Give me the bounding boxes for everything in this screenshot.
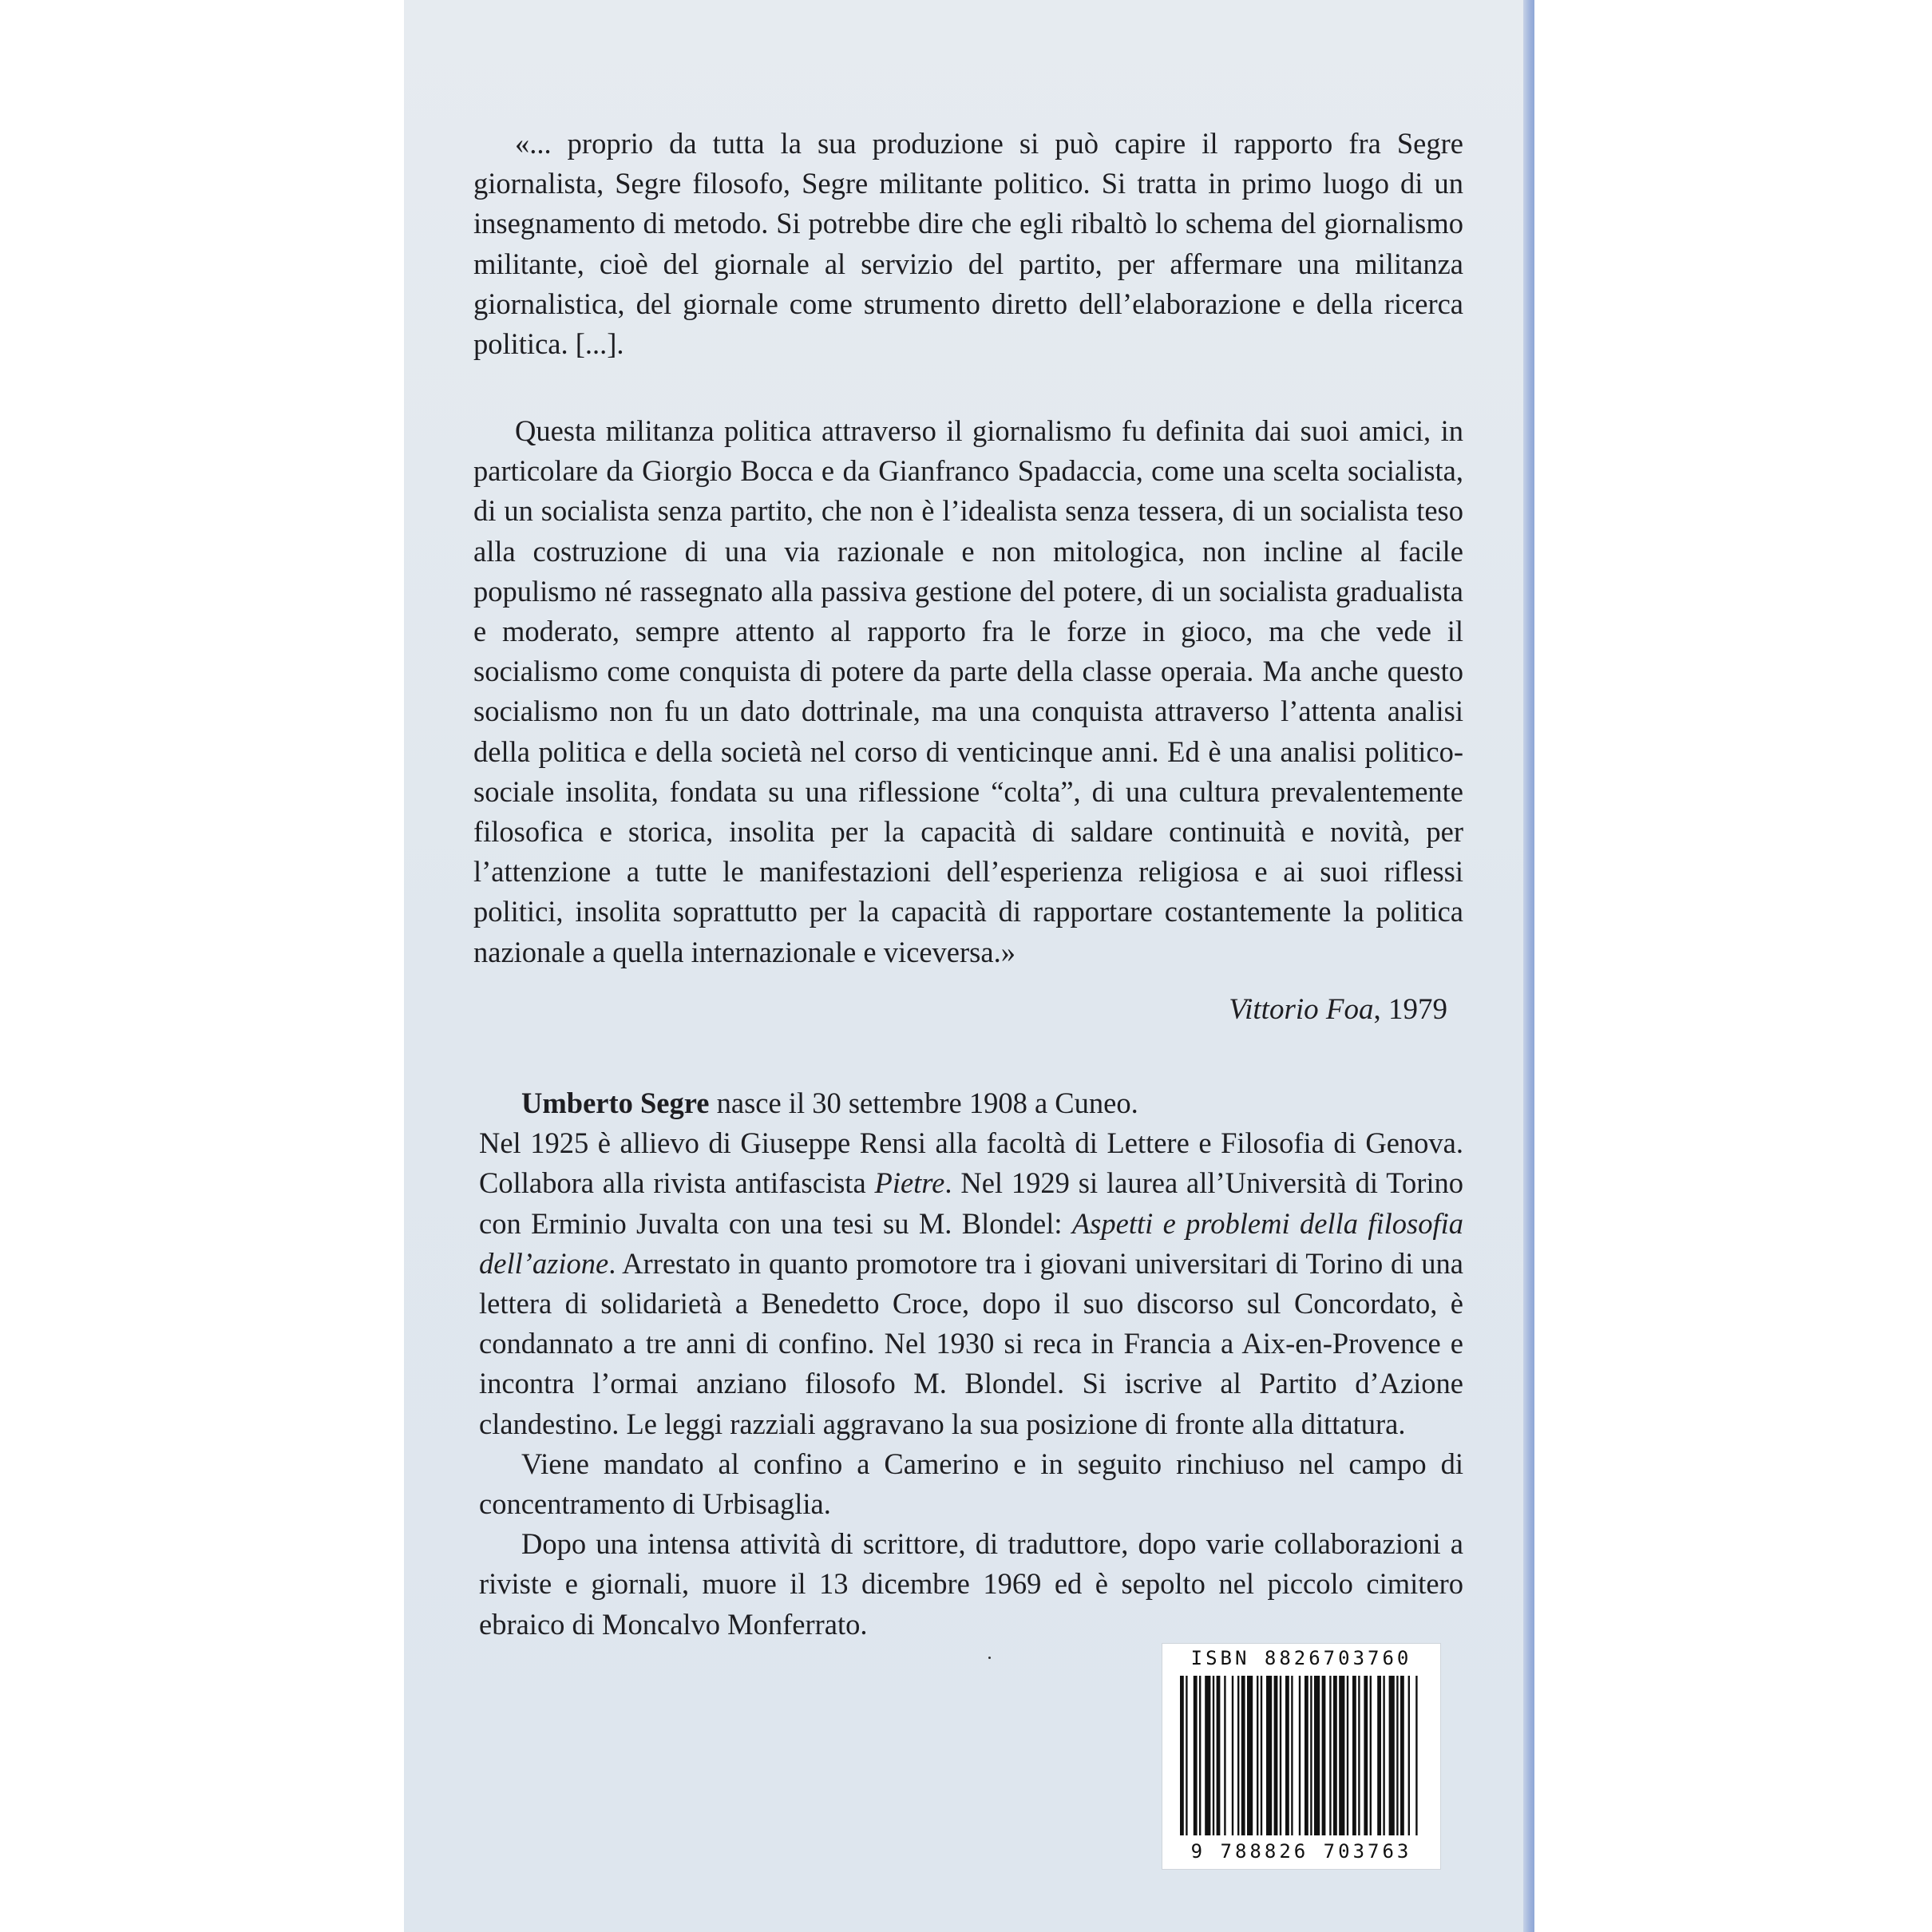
spine-edge bbox=[1523, 0, 1534, 1932]
quote-year: , 1979 bbox=[1373, 993, 1447, 1026]
barcode-bar bbox=[1186, 1676, 1187, 1835]
barcode-bar bbox=[1396, 1676, 1398, 1835]
barcode-bar bbox=[1280, 1676, 1281, 1835]
barcode-bar bbox=[1224, 1676, 1225, 1835]
barcode-bar bbox=[1266, 1676, 1272, 1835]
barcode-bar bbox=[1358, 1676, 1360, 1835]
bio-intro-line bbox=[479, 1083, 1463, 1123]
barcode-bar bbox=[1213, 1676, 1214, 1835]
barcode-bar bbox=[1237, 1676, 1239, 1835]
isbn-barcode bbox=[1162, 1643, 1441, 1870]
barcode-bar bbox=[1364, 1676, 1368, 1835]
bio-p1-text-b: . Nel 1929 si laurea all’Università di Torino con Erminio Juvalta con una tesi su M. Blondel: bbox=[479, 1166, 1463, 1240]
barcode-bar bbox=[1400, 1676, 1404, 1835]
bio-author-name: Umberto Segre bbox=[521, 1087, 710, 1119]
barcode-bar bbox=[1352, 1676, 1356, 1835]
isbn-label: ISBN 8826703760 bbox=[1190, 1647, 1412, 1669]
quote-author: Vittorio Foa bbox=[1229, 993, 1374, 1026]
barcode-bars bbox=[1180, 1676, 1423, 1837]
barcode-bar bbox=[1339, 1676, 1344, 1835]
barcode-bar bbox=[1314, 1676, 1320, 1835]
barcode-bar bbox=[1299, 1676, 1301, 1835]
barcode-bar bbox=[1274, 1676, 1278, 1835]
bio-p1-text-c: . Arrestato in quanto promotore tra i giovani universitari di Torino di una lettera di solidarietà a Benedetto Croce, dopo il suo discorso sul Concordato, è condannato a tre anni di confino. Nel 1930 si reca in Francia a Aix-en-Provence e incontra l’ormai anziano filosofo M. Blondel. Si iscrive al Partito d’Azione clandestino. Le leggi razziali aggravano la sua posizione di fronte alla dittatura. bbox=[479, 1246, 1463, 1440]
bio-p1-text-a: Nel 1925 è allievo di Giuseppe Rensi alla facoltà di Lettere e Filosofia di Genova. Collabora alla rivista antifascista bbox=[479, 1126, 1463, 1200]
quote-paragraph-1 bbox=[473, 124, 1463, 364]
barcode-bar bbox=[1205, 1676, 1210, 1835]
barcode-bar bbox=[1347, 1676, 1348, 1835]
barcode-bar bbox=[1329, 1676, 1331, 1835]
quote-paragraph-2 bbox=[473, 411, 1463, 972]
quote-attribution bbox=[473, 990, 1447, 1030]
ean-digits: 9 788826 703763 bbox=[1190, 1840, 1412, 1863]
printing-speck bbox=[988, 1657, 991, 1659]
barcode-bar bbox=[1322, 1676, 1326, 1835]
barcode-bar bbox=[1408, 1676, 1410, 1835]
bio-paragraph-1 bbox=[479, 1123, 1463, 1444]
barcode-bar bbox=[1377, 1676, 1381, 1835]
barcode-bar bbox=[1180, 1676, 1184, 1835]
barcode-bar bbox=[1383, 1676, 1384, 1835]
bio-paragraph-2: Viene mandato al confino a Camerino e in seguito rinchiuso nel campo di concentramento di Urbisaglia. bbox=[479, 1447, 1463, 1521]
barcode-bar bbox=[1304, 1676, 1308, 1835]
barcode-bar bbox=[1370, 1676, 1372, 1835]
bio-birth: nasce il 30 settembre 1908 a Cuneo. bbox=[709, 1087, 1138, 1119]
barcode-bar bbox=[1257, 1676, 1258, 1835]
quote-paragraph-1-text: «... proprio da tutta la sua produzione si può capire il rapporto fra Segre giornalista, Segre filosofo, Segre militante politico. Si tratta in primo luogo di un insegnamento di metodo. Si potrebbe dire che egli ribaltò lo schema del giornalismo militante, cioè del giornale al servizio del partito, per affermare una militanza giornalistica, del giornale come strumento diretto dell’elaborazione e della ricerca politica. [...]. bbox=[473, 127, 1463, 361]
barcode-bar bbox=[1261, 1676, 1262, 1835]
bio-thesis-title: Aspetti e problemi della filosofia dell’azione bbox=[479, 1206, 1464, 1280]
barcode-bar bbox=[1217, 1676, 1221, 1835]
barcode-bar bbox=[1415, 1676, 1417, 1835]
bio-paragraph-3: Dopo una intensa attività di scrittore, di traduttore, dopo varie collaborazioni a riviste e giornali, muore il 13 dicembre 1969 ed è sepolto nel piccolo cimitero ebraico di Moncalvo Monferrato. bbox=[479, 1527, 1463, 1641]
barcode-bar bbox=[1310, 1676, 1312, 1835]
barcode-bar bbox=[1333, 1676, 1337, 1835]
quote-paragraph-2-text: Questa militanza politica attraverso il giornalismo fu definita dai suoi amici, in particolare da Giorgio Bocca e da Gianfranco Spadaccia, come una scelta socialista, di un socialista senza partito, che non è l’idealista senza tessera, di un socialista teso alla costruzione di una via razionale e non mitologica, non incline al facile populismo né rassegnato alla passiva gestione del potere, di un socialista gradualista e moderato, sempre attento al rapporto fra le forze in gioco, ma che vede il socialismo come conquista di potere da parte della classe operaia. Ma anche questo socialismo non fu un dato dottrinale, ma una conquista attraverso l’attenta analisi della politica e della società nel corso di venticinque anni. Ed è una analisi politico-sociale insolita, fondata su una riflessione “colta”, di una cultura prevalentemente filosofica e storica, insolita per la capacità di saldare continuità e novità, per l’attenzione a tutte le manifestazioni dell’esperienza religiosa e ai suoi riflessi politici, insolita soprattutto per la capacità di rapportare costantemente la politica nazionale a quella internazionale e viceversa.» bbox=[473, 414, 1463, 968]
barcode-bar bbox=[1199, 1676, 1201, 1835]
barcode-bar bbox=[1285, 1676, 1289, 1835]
barcode-bar bbox=[1291, 1676, 1293, 1835]
barcode-bar bbox=[1194, 1676, 1198, 1835]
barcode-bar bbox=[1232, 1676, 1233, 1835]
barcode-bar bbox=[1389, 1676, 1395, 1835]
barcode-bar bbox=[1247, 1676, 1253, 1835]
bio-journal-title: Pietre bbox=[874, 1166, 945, 1200]
author-biography bbox=[479, 1083, 1463, 1645]
barcode-bar bbox=[1241, 1676, 1245, 1835]
